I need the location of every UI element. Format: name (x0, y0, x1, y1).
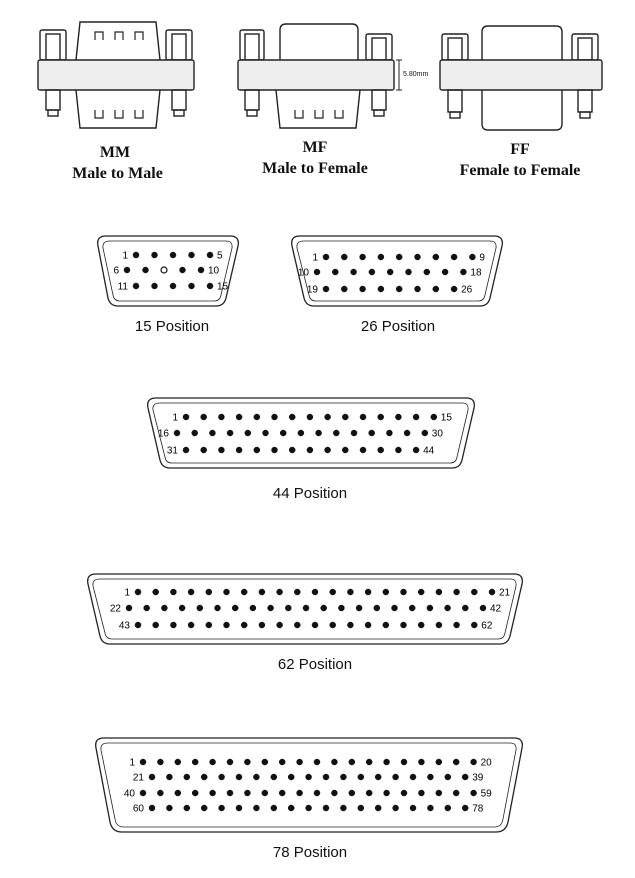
pin-label-p62-end-1: 21 (499, 587, 511, 599)
pin-p78-r1-3 (175, 759, 181, 765)
pin-p44-r1-8 (307, 414, 313, 420)
pin-p26-r1-3 (360, 254, 366, 260)
pin-p78-r4-9 (288, 805, 294, 811)
pin-p78-r2-7 (253, 774, 259, 780)
pin-p62-r3-14 (365, 622, 371, 628)
pin-label-p15-start-1: 1 (122, 250, 128, 262)
pin-p62-r2-12 (321, 605, 327, 611)
pin-label-p62-start-1: 1 (124, 587, 130, 599)
pin-p44-r3-9 (325, 447, 331, 453)
pin-label-p78-start-1: 1 (129, 757, 135, 769)
pin-p62-r2-20 (462, 605, 468, 611)
pin-p44-r2-9 (316, 430, 322, 436)
pin-p62-r1-1 (135, 589, 141, 595)
pin-p78-r1-5 (210, 759, 216, 765)
pin-label-p26-end-3: 26 (461, 284, 473, 296)
pin-p26-r2-7 (424, 269, 430, 275)
pin-p15-r1-2 (152, 252, 158, 258)
pin-label-p44-end-2: 30 (431, 428, 443, 440)
pin-p78-r1-18 (436, 759, 442, 765)
pin-p78-r1-2 (157, 759, 163, 765)
pin-p62-r3-11 (312, 622, 318, 628)
pin-p78-r4-10 (306, 805, 312, 811)
pin-label-p15-end-3: 15 (217, 281, 229, 293)
pin-p44-r2-7 (280, 430, 286, 436)
pin-p62-r1-4 (188, 589, 194, 595)
pin-label-p26-start-2: 10 (297, 267, 309, 279)
pin-p26-r1-6 (415, 254, 421, 260)
pin-p44-r1-4 (236, 414, 242, 420)
pin-label-p26-start-1: 1 (312, 252, 318, 264)
pin-p78-r4-11 (323, 805, 329, 811)
pin-p44-r1-9 (325, 414, 331, 420)
pin-label-p78-end-1: 20 (480, 757, 492, 769)
pin-p62-r3-5 (206, 622, 212, 628)
pin-p26-r3-3 (360, 286, 366, 292)
pin-p62-r1-7 (241, 589, 247, 595)
pin-p26-r1-2 (341, 254, 347, 260)
pin-p78-r3-11 (314, 790, 320, 796)
pin-p62-r3-16 (401, 622, 407, 628)
pin-p26-r1-8 (451, 254, 457, 260)
pin-label-p78-end-4: 78 (472, 803, 484, 815)
pin-p26-r2-1 (314, 269, 320, 275)
pin-p78-r3-18 (436, 790, 442, 796)
pin-p62-r3-15 (383, 622, 389, 628)
pin-p15-r3-2 (152, 283, 158, 289)
pin-p26-r2-9 (460, 269, 466, 275)
pin-p26-r2-3 (351, 269, 357, 275)
pin-p62-r1-9 (277, 589, 283, 595)
pin-p78-r3-13 (349, 790, 355, 796)
pin-p62-r3-1 (135, 622, 141, 628)
pin-p44-r1-12 (378, 414, 384, 420)
pin-p78-r1-19 (453, 759, 459, 765)
pin-label-p15-start-2: 6 (113, 265, 119, 277)
pin-p62-r3-6 (224, 622, 230, 628)
pin-p62-r1-17 (418, 589, 424, 595)
pin-p15-r1-3 (170, 252, 176, 258)
gender-code-ff: FF (510, 141, 530, 158)
pin-label-p62-end-3: 62 (481, 620, 493, 632)
pin-p78-r2-16 (410, 774, 416, 780)
pin-p78-r1-8 (262, 759, 268, 765)
gender-label-ff: Female to Female (459, 162, 581, 179)
pin-p62-r1-16 (401, 589, 407, 595)
pin-p78-r4-17 (427, 805, 433, 811)
pin-p15-r1-4 (189, 252, 195, 258)
pin-p26-r1-4 (378, 254, 384, 260)
pin-p62-r2-10 (285, 605, 291, 611)
pin-p26-r2-4 (369, 269, 375, 275)
pin-p44-r2-13 (386, 430, 392, 436)
pin-p62-r3-18 (436, 622, 442, 628)
pin-p62-r2-3 (161, 605, 167, 611)
pin-p78-r4-16 (410, 805, 416, 811)
pin-label-p44-end-3: 44 (423, 445, 435, 457)
pin-p78-r4-19 (462, 805, 468, 811)
pin-p44-r2-8 (298, 430, 304, 436)
pin-p62-r2-19 (445, 605, 451, 611)
pin-label-p15-end-2: 10 (208, 265, 220, 277)
pin-p62-r3-12 (330, 622, 336, 628)
pin-p26-r2-2 (332, 269, 338, 275)
pin-p15-r2-5 (198, 267, 204, 273)
pin-p62-r2-18 (427, 605, 433, 611)
pin-p78-r2-14 (375, 774, 381, 780)
pin-p78-r1-6 (227, 759, 233, 765)
pin-label-p15-end-1: 5 (217, 250, 223, 262)
pin-label-p78-start-2: 21 (132, 772, 144, 784)
pin-p44-r3-2 (201, 447, 207, 453)
pin-p44-r2-6 (263, 430, 269, 436)
caption-26-position: 26 Position (360, 318, 436, 335)
pin-p78-r4-2 (166, 805, 172, 811)
pin-p26-r2-5 (387, 269, 393, 275)
pin-p78-r3-5 (210, 790, 216, 796)
pin-p15-r1-5 (207, 252, 213, 258)
pin-p44-r3-1 (183, 447, 189, 453)
pin-p78-r3-9 (279, 790, 285, 796)
pin-label-p78-start-3: 40 (123, 788, 135, 800)
pin-p78-r3-4 (192, 790, 198, 796)
pin-p62-r1-12 (330, 589, 336, 595)
pin-p62-r3-3 (170, 622, 176, 628)
pin-p78-r3-17 (418, 790, 424, 796)
pin-p62-r2-7 (232, 605, 238, 611)
pin-label-p62-end-2: 42 (490, 603, 502, 615)
pin-p78-r3-7 (244, 790, 250, 796)
pin-p62-r2-17 (409, 605, 415, 611)
caption-44-position: 44 Position (272, 485, 348, 502)
pin-p15-r2-2 (143, 267, 149, 273)
pin-p62-r1-5 (206, 589, 212, 595)
pin-p78-r4-7 (253, 805, 259, 811)
pin-p62-r2-1 (126, 605, 132, 611)
pin-p62-r1-6 (224, 589, 230, 595)
pin-p78-r2-1 (149, 774, 155, 780)
pin-p44-r3-12 (378, 447, 384, 453)
pin-p44-r1-10 (342, 414, 348, 420)
pin-label-p26-end-2: 18 (470, 267, 482, 279)
pin-p44-r1-15 (431, 414, 437, 420)
pin-p44-r1-1 (183, 414, 189, 420)
pin-p78-r2-10 (306, 774, 312, 780)
gender-label-mm: Male to Male (72, 165, 163, 182)
pin-p62-r1-8 (259, 589, 265, 595)
pin-p62-r2-8 (250, 605, 256, 611)
pin-p78-r3-19 (453, 790, 459, 796)
pin-p78-r3-16 (401, 790, 407, 796)
dimension-label: 5.80mm (403, 71, 429, 78)
pin-p15-r3-5 (207, 283, 213, 289)
pin-label-p26-start-3: 19 (306, 284, 318, 296)
pin-p78-r4-6 (236, 805, 242, 811)
gender-label-mf: Male to Female (262, 160, 368, 177)
pin-p26-r3-6 (415, 286, 421, 292)
pin-p62-r2-13 (338, 605, 344, 611)
pin-p62-r1-15 (383, 589, 389, 595)
pin-label-p78-end-2: 39 (472, 772, 484, 784)
pin-p44-r1-5 (254, 414, 260, 420)
pin-label-p26-end-1: 9 (479, 252, 485, 264)
ff-adapter-drawing (440, 26, 602, 130)
pin-p44-r2-4 (227, 430, 233, 436)
caption-15-position: 15 Position (134, 318, 210, 335)
pin-p62-r1-19 (454, 589, 460, 595)
pin-p62-r2-6 (215, 605, 221, 611)
pin-p78-r1-9 (279, 759, 285, 765)
pin-p44-r2-11 (351, 430, 357, 436)
pin-p62-r3-2 (153, 622, 159, 628)
pin-p78-r2-15 (393, 774, 399, 780)
pin-p62-r3-7 (241, 622, 247, 628)
pin-p15-r1-1 (133, 252, 139, 258)
pin-p15-r3-1 (133, 283, 139, 289)
pin-p44-r1-2 (201, 414, 207, 420)
pin-p78-r1-12 (331, 759, 337, 765)
pin-p62-r2-11 (303, 605, 309, 611)
pin-p62-r1-20 (471, 589, 477, 595)
pin-p26-r2-6 (406, 269, 412, 275)
pin-p15-r2-3 (161, 267, 167, 273)
pin-p44-r2-15 (422, 430, 428, 436)
pin-p78-r2-17 (427, 774, 433, 780)
pin-p78-r2-18 (445, 774, 451, 780)
pin-p44-r3-14 (413, 447, 419, 453)
pin-p44-r2-2 (192, 430, 198, 436)
pin-p78-r3-1 (140, 790, 146, 796)
pin-p26-r1-9 (469, 254, 475, 260)
pin-p78-r1-11 (314, 759, 320, 765)
pin-p78-r2-19 (462, 774, 468, 780)
shell-78-position (96, 738, 523, 832)
pin-p62-r1-2 (153, 589, 159, 595)
pin-p78-r1-20 (471, 759, 477, 765)
gender-code-mf: MF (302, 139, 328, 156)
pin-p62-r2-5 (197, 605, 203, 611)
pin-p78-r1-15 (384, 759, 390, 765)
pin-p78-r1-1 (140, 759, 146, 765)
pin-p78-r2-11 (323, 774, 329, 780)
pin-p78-r4-3 (184, 805, 190, 811)
pin-p26-r3-7 (433, 286, 439, 292)
pin-p78-r3-14 (366, 790, 372, 796)
pin-p78-r4-18 (445, 805, 451, 811)
pin-p26-r3-5 (396, 286, 402, 292)
pin-p62-r2-16 (392, 605, 398, 611)
pin-p78-r3-12 (331, 790, 337, 796)
pin-p78-r1-14 (366, 759, 372, 765)
pin-p62-r2-15 (374, 605, 380, 611)
pin-p62-r3-19 (454, 622, 460, 628)
pin-p44-r2-10 (333, 430, 339, 436)
pin-p44-r2-3 (209, 430, 215, 436)
gender-code-mm: MM (99, 144, 131, 161)
pin-p44-r3-13 (395, 447, 401, 453)
pin-p78-r2-9 (288, 774, 294, 780)
pin-p62-r3-13 (347, 622, 353, 628)
pin-p44-r1-14 (413, 414, 419, 420)
pin-p78-r4-15 (393, 805, 399, 811)
pin-p62-r1-18 (436, 589, 442, 595)
mm-adapter-drawing (38, 22, 194, 128)
pin-p15-r2-4 (180, 267, 186, 273)
pin-p26-r1-7 (433, 254, 439, 260)
pin-p62-r2-2 (144, 605, 150, 611)
pin-p44-r3-8 (307, 447, 313, 453)
pin-p44-r3-4 (236, 447, 242, 453)
pin-label-p44-end-1: 15 (440, 412, 452, 424)
pin-p78-r2-2 (166, 774, 172, 780)
pin-p78-r1-17 (418, 759, 424, 765)
pin-p62-r3-9 (277, 622, 283, 628)
pin-label-p44-start-2: 16 (157, 428, 169, 440)
pin-p62-r3-20 (471, 622, 477, 628)
pin-p78-r2-13 (358, 774, 364, 780)
pin-p26-r3-4 (378, 286, 384, 292)
pin-p62-r1-11 (312, 589, 318, 595)
pin-p78-r1-13 (349, 759, 355, 765)
pin-p44-r3-3 (218, 447, 224, 453)
pin-p78-r2-5 (219, 774, 225, 780)
pin-p62-r3-8 (259, 622, 265, 628)
pin-p26-r2-8 (442, 269, 448, 275)
pin-p26-r3-1 (323, 286, 329, 292)
pin-p78-r1-16 (401, 759, 407, 765)
pin-p26-r1-1 (323, 254, 329, 260)
pin-p78-r3-20 (471, 790, 477, 796)
pin-p26-r3-8 (451, 286, 457, 292)
pin-p78-r1-10 (297, 759, 303, 765)
pin-p78-r4-8 (271, 805, 277, 811)
pin-p44-r2-12 (369, 430, 375, 436)
pin-p62-r2-9 (268, 605, 274, 611)
pin-p78-r4-13 (358, 805, 364, 811)
pin-p62-r2-14 (356, 605, 362, 611)
pin-p62-r2-4 (179, 605, 185, 611)
pin-label-p44-start-1: 1 (172, 412, 178, 424)
pin-p78-r2-3 (184, 774, 190, 780)
pin-p62-r1-13 (347, 589, 353, 595)
pin-p78-r1-7 (244, 759, 250, 765)
pin-p78-r4-5 (219, 805, 225, 811)
caption-78-position: 78 Position (272, 844, 348, 861)
connector-pins (110, 251, 511, 815)
pin-p44-r1-3 (218, 414, 224, 420)
pin-p44-r3-10 (342, 447, 348, 453)
pin-p78-r2-4 (201, 774, 207, 780)
pin-p78-r3-8 (262, 790, 268, 796)
pin-label-p78-end-3: 59 (480, 788, 492, 800)
pin-p62-r1-21 (489, 589, 495, 595)
pin-p15-r3-4 (189, 283, 195, 289)
pin-label-p62-start-2: 22 (109, 603, 121, 615)
pin-p62-r1-3 (170, 589, 176, 595)
pin-p62-r3-4 (188, 622, 194, 628)
pin-p44-r1-11 (360, 414, 366, 420)
pin-p78-r4-12 (340, 805, 346, 811)
pin-p44-r2-1 (174, 430, 180, 436)
pin-p78-r2-8 (271, 774, 277, 780)
pin-p44-r2-5 (245, 430, 251, 436)
pin-p15-r3-3 (170, 283, 176, 289)
pin-p44-r1-7 (289, 414, 295, 420)
pin-p78-r3-3 (175, 790, 181, 796)
pin-p44-r3-11 (360, 447, 366, 453)
pin-p78-r4-1 (149, 805, 155, 811)
pin-p78-r2-6 (236, 774, 242, 780)
pin-p78-r3-6 (227, 790, 233, 796)
caption-62-position: 62 Position (277, 656, 353, 673)
pin-p78-r1-4 (192, 759, 198, 765)
pin-p78-r4-14 (375, 805, 381, 811)
pin-p78-r3-10 (297, 790, 303, 796)
pin-p44-r3-7 (289, 447, 295, 453)
pin-p26-r3-2 (341, 286, 347, 292)
pin-label-p44-start-3: 31 (166, 445, 178, 457)
pin-p44-r2-14 (404, 430, 410, 436)
pin-p26-r1-5 (396, 254, 402, 260)
pin-label-p62-start-3: 43 (118, 620, 130, 632)
mf-adapter-drawing (238, 24, 402, 128)
pin-label-p78-start-4: 60 (132, 803, 144, 815)
pin-p62-r1-14 (365, 589, 371, 595)
pin-p62-r3-10 (294, 622, 300, 628)
pin-p62-r3-17 (418, 622, 424, 628)
pin-p62-r1-10 (294, 589, 300, 595)
pin-label-p15-start-3: 11 (117, 281, 128, 293)
pin-p78-r3-15 (384, 790, 390, 796)
pin-p44-r3-5 (254, 447, 260, 453)
pin-p78-r4-4 (201, 805, 207, 811)
pin-p44-r3-6 (272, 447, 278, 453)
pin-p62-r2-21 (480, 605, 486, 611)
pin-p15-r2-1 (124, 267, 130, 273)
pin-p44-r1-13 (395, 414, 401, 420)
pin-p44-r1-6 (272, 414, 278, 420)
pin-p78-r2-12 (340, 774, 346, 780)
pin-p78-r3-2 (157, 790, 163, 796)
